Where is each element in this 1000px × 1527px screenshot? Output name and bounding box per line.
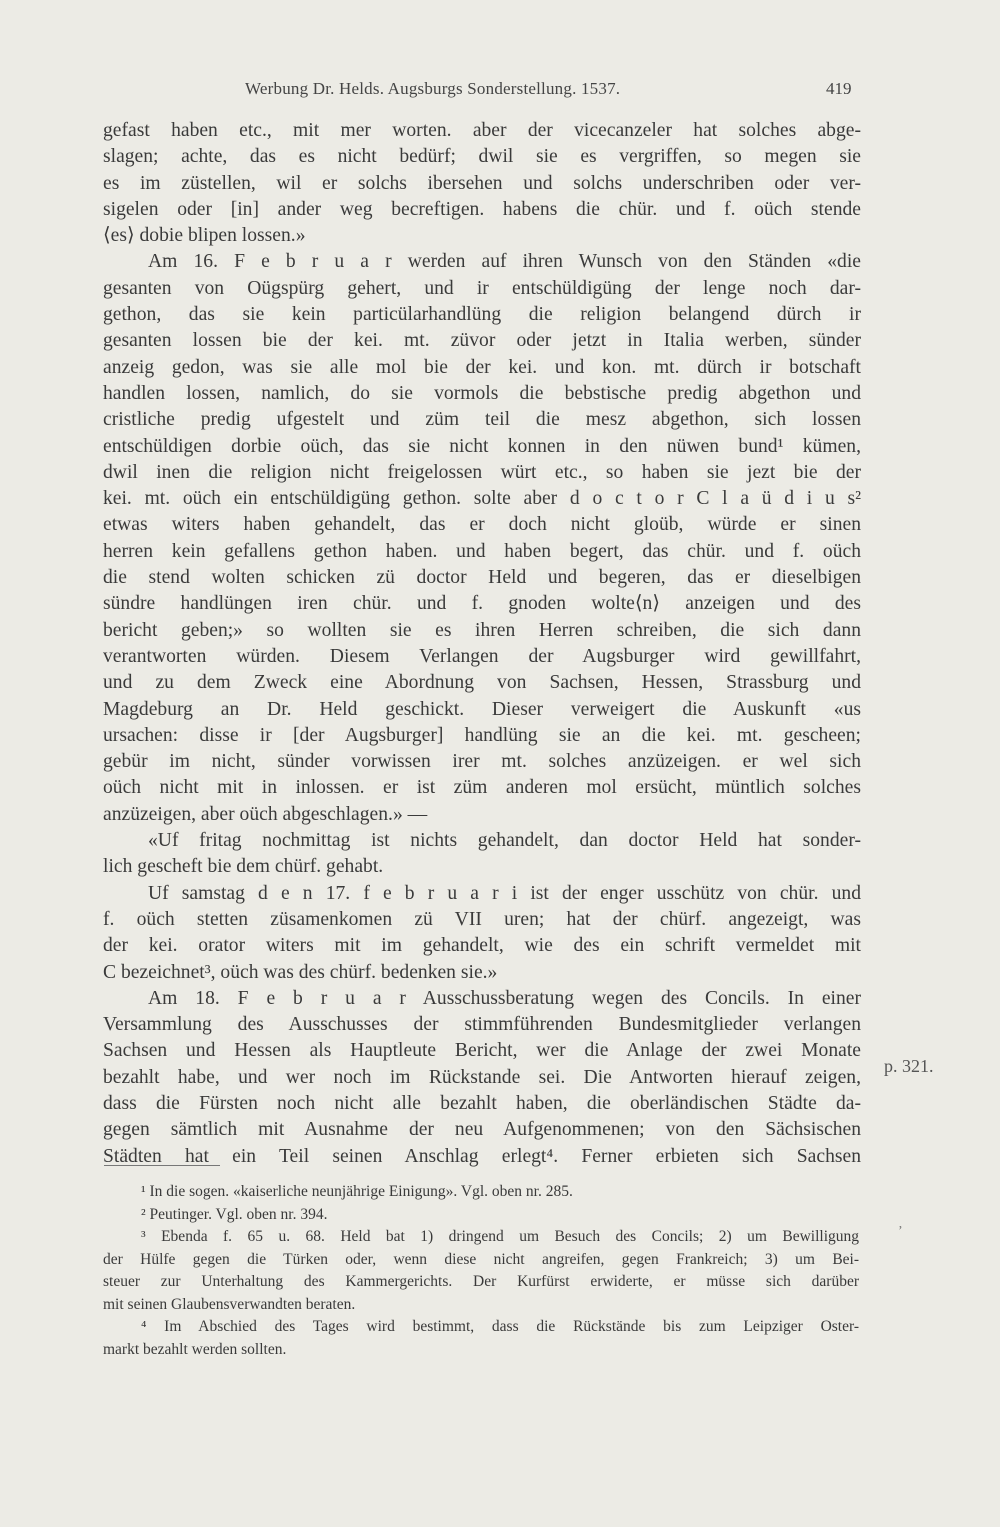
text-line: Am 16. F e b r u a r werden auf ihren Wunsch von den Ständen «die — [148, 251, 861, 273]
text-line: «Uf fritag nochmittag ist nichts gehandelt, dan doctor Held hat sonder- — [148, 830, 861, 852]
text-line: bericht geben;» so wollten sie es ihren Herren schreiben, die sich dann — [103, 619, 861, 641]
text-line: etwas witers haben gehandelt, das er doch nicht gloüb, würde er sinen — [103, 514, 861, 536]
text-line: gegen sämtlich mit Ausnahme der neu Aufgenommenen; von den Sächsischen — [103, 1119, 861, 1141]
page-number: 419 — [826, 79, 852, 98]
margin-page-reference: p. 321. — [884, 1056, 934, 1076]
footnote-line: markt bezahlt werden sollten. — [103, 1340, 287, 1358]
text-line: sündre handlüngen iren chür. und f. gnoden wolte⟨n⟩ anzeigen und des — [103, 593, 861, 615]
text-line: kei. mt. oüch ein entschüldigüng gethon. solte aber d o c t o r C l a ü d i u s² — [103, 488, 861, 510]
footnotes — [103, 1181, 859, 1361]
text-line: oüch nicht mit in inlossen. er ist züm anderen mol ersücht, müntlich solches — [103, 777, 861, 799]
text-line: slagen; achte, das es nicht bedürf; dwil sie es vergriffen, so megen sie — [103, 146, 861, 168]
text-line: Städten hat ein Teil seinen Anschlag erlegt⁴. Ferner erbieten sich Sachsen — [103, 1145, 861, 1167]
text-line: gefast haben etc., mit mer worten. aber der vicecanzeler hat solches abge- — [103, 120, 861, 141]
text-line: gesanten von Oügspürg gehert, und ir entschüldigüng der lenge noch dar- — [103, 277, 861, 299]
text-line: verantworten würden. Diesem Verlangen der Augsburger wird gewillfahrt, — [103, 645, 861, 667]
footnote-line: der Hülfe gegen die Türken oder, wenn diese nicht angreifen, gegen Frankreich; 3) um Bei- — [103, 1250, 859, 1268]
text-line: Am 18. F e b r u a r Ausschussberatung wegen des Concils. In einer — [148, 987, 861, 1009]
footnote-line: ³ Ebenda f. 65 u. 68. Held bat 1) dringend um Besuch des Concils; 2) um Bewilligung — [141, 1228, 859, 1245]
text-line: die stend wolten schicken zü doctor Held und begeren, das er dieselbigen — [103, 567, 861, 589]
text-line: handlen lossen, namlich, do sie vormols die bebstische predig abgethon und — [103, 382, 861, 404]
text-line: ⟨es⟩ dobie blipen lossen.» — [103, 225, 306, 247]
text-line: f. oüch stetten züsamenkomen zü VII uren; hat der chürf. angezeigt, was — [103, 908, 861, 930]
text-line: bezahlt habe, und wer noch im Rückstande sei. Die Antworten hierauf zeigen, — [103, 1066, 861, 1088]
text-line: Versammlung des Ausschusses der stimmführenden Bundesmitglieder verlangen — [103, 1014, 861, 1036]
text-line: anzeig gedon, was sie alle mol bie der kei. und kon. mt. dürch ir botschaft — [103, 356, 861, 378]
text-line: sigelen oder [in] ander weg becreftigen. habens die chür. und f. oüch stende — [103, 198, 861, 220]
margin-mark: ’ — [898, 1224, 903, 1239]
footnote-line: steuer zur Unterhaltung des Kammergerichts. Der Kurfürst erwiderte, er müsse sich darüber — [103, 1273, 859, 1290]
text-line: gebür im nicht, sünder vorwissen irer mt. solches anzüzeigen. er wel sich — [103, 751, 861, 773]
text-line: C bezeichnet³, oüch was des chürf. bedenken sie.» — [103, 961, 498, 983]
text-line: gethon, das sie kein particülarhandlüng die religion belangend dürch ir — [103, 304, 861, 326]
main-text — [103, 118, 861, 1170]
text-line: dwil inen die religion nicht freigelossen würt etc., so haben sie jezt bie der — [103, 461, 861, 483]
footnote-divider — [104, 1165, 220, 1166]
text-line: Magdeburg an Dr. Held geschickt. Dieser verweigert die Auskunft «us — [103, 698, 861, 720]
text-line: anzüzeigen, aber oüch abgeschlagen.» — — [103, 803, 428, 825]
text-line: cristliche predig ufgestelt und züm teil die mesz abgethon, sich lossen — [103, 409, 861, 431]
footnote-line: ² Peutinger. Vgl. oben nr. 394. — [141, 1205, 328, 1223]
text-line: und zu dem Zweck eine Abordnung von Sachsen, Hessen, Strassburg und — [103, 672, 861, 694]
text-line: entschüldigen dorbie oüch, das sie nicht konnen in den nüwen bund¹ kümen, — [103, 435, 861, 457]
text-line: gesanten lossen bie der kei. mt. züvor oder jetzt in Italia werben, sünder — [103, 330, 861, 352]
text-line: Sachsen und Hessen als Hauptleute Bericht, wer die Anlage der zwei Monate — [103, 1040, 861, 1062]
text-line: ursachen: disse ir [der Augsburger] handlüng sie an die kei. mt. gescheen; — [103, 724, 861, 746]
text-line: herren kein gefallens gethon haben. und haben begert, das chür. und f. oüch — [103, 540, 861, 562]
text-line: lich gescheft bie dem chürf. gehabt. — [103, 856, 384, 878]
running-head: Werbung Dr. Helds. Augsburgs Sonderstellung. 1537. — [245, 79, 621, 98]
text-line: es im züstellen, wil er solchs ibersehen und solchs underschriben oder ver- — [103, 172, 861, 194]
text-line: der kei. orator witers mit im gehandelt, wie des ein schrift vermeldet mit — [103, 935, 861, 957]
footnote-line: ⁴ Im Abschied des Tages wird bestimmt, dass die Rückstände bis zum Leipziger Oster- — [141, 1318, 859, 1335]
footnote-line: mit seinen Glaubensverwandten beraten. — [103, 1295, 356, 1313]
text-line: dass die Fürsten noch nicht alle bezahlt haben, die oberländischen Städte da- — [103, 1092, 861, 1114]
footnote-line: ¹ In die sogen. «kaiserliche neunjährige Einigung». Vgl. oben nr. 285. — [141, 1183, 573, 1200]
text-line: Uf samstag d e n 17. f e b r u a r i ist der enger usschütz von chür. und — [148, 882, 861, 904]
